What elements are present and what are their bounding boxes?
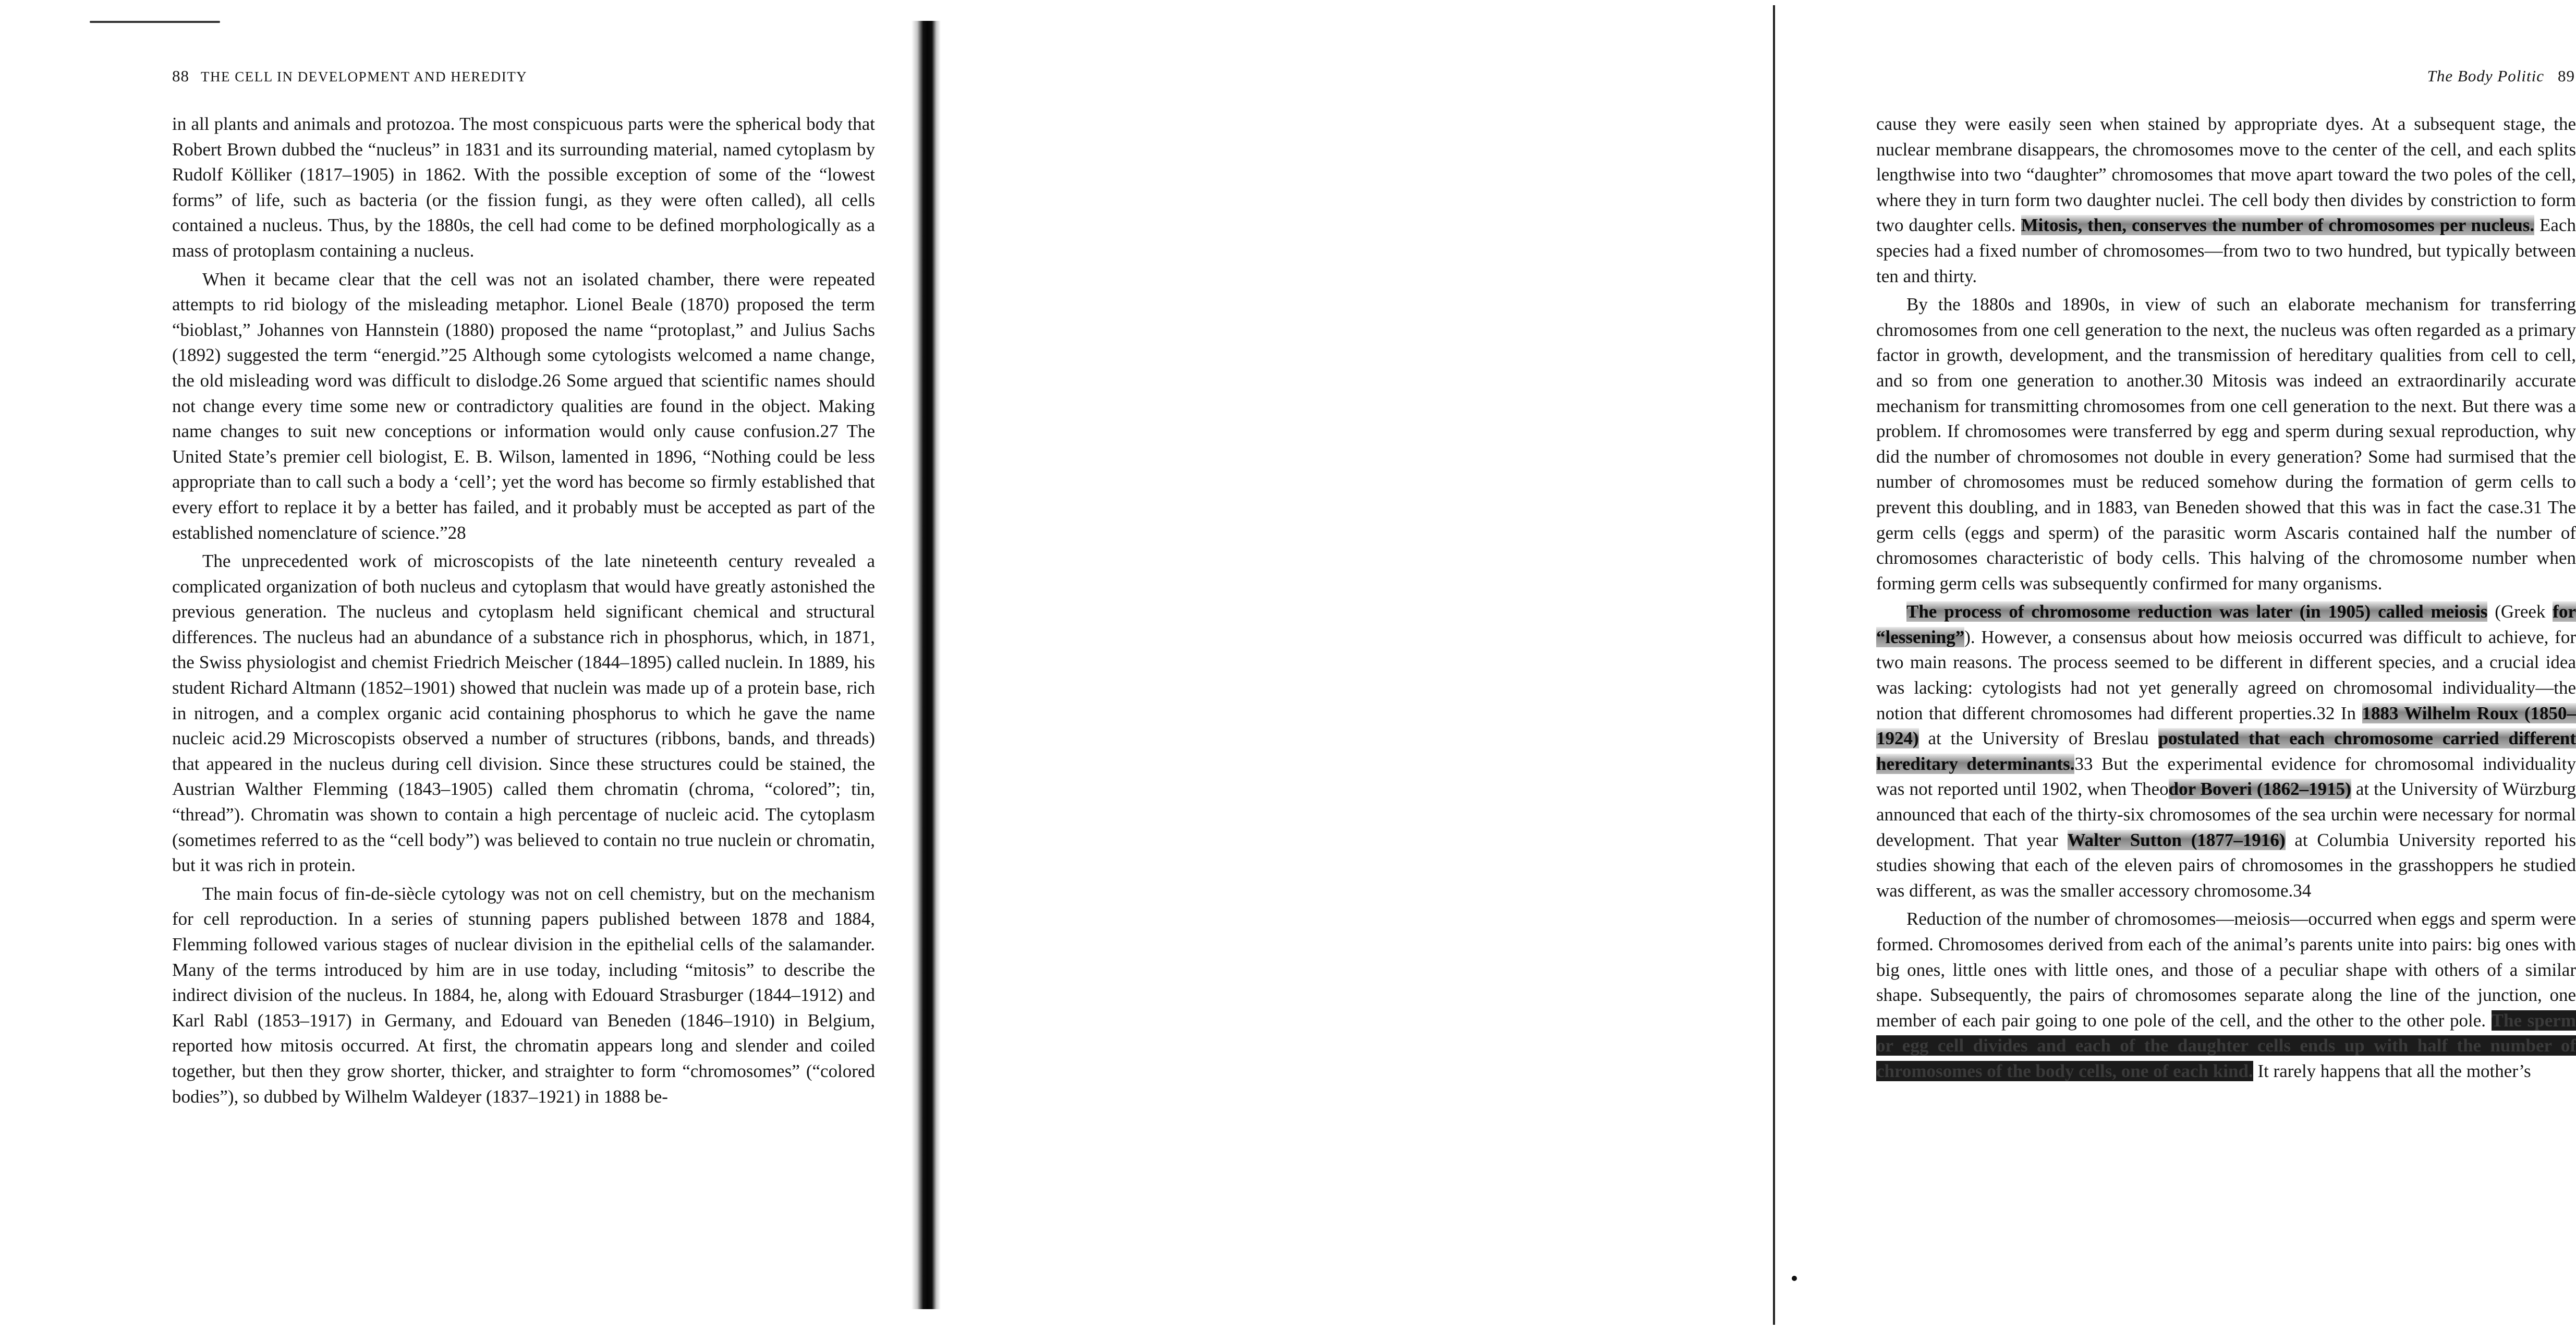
- right-page-number: 89: [2558, 67, 2575, 85]
- left-text-column: [172, 112, 875, 1109]
- text-run: Reduction of the number of chromosomes—meiosis—occurred when eggs and sperm were formed. Chromosomes derived from each of the animal’s parents unite into pairs: big ones with big ones, little ones with little ones, and those of a peculiar shape with others of a similar shape. Subsequently, the pairs of chromosomes separate along the line of the junction, one member of each pair going to one pole of the cell, and the other to the other pole.: [1876, 909, 2576, 1031]
- highlighted-passage: dor Boveri (1862–1915): [2168, 779, 2351, 800]
- text-run: ). However, a consensus about how meiosis occurred was difficult to achieve, for two main reasons. The process seemed to be different in different species, and a crucial idea was lacking: cytologists had not yet generally agreed on chromosomal individuality—the notion that different chromosomes had different properties.32 In: [1876, 626, 2576, 723]
- left-paragraph-2: When it became clear that the cell was not an isolated chamber, there were repeated attempts to rid biology of the misleading metaphor. Lionel Beale (1870) proposed the term “bioblast,” Johannes von Hannstein (1880) proposed the name “protoplast,” and Julius Sachs (1892) suggested the term “energid.”25 Although some cytologists welcomed a name change, the old misleading word was difficult to dislodge.26 Some argued that scientific names should not change every time some new or contradictory qualities are found in the object. Making name changes to suit new conceptions or information would only cause confusion.27 The United State’s premier cell biologist, E. B. Wilson, lamented in 1896, “Nothing could be less appropriate than to call such a body a ‘cell’; yet the word has become so firmly established that every effort to replace it by a better has failed, and it probably must be accepted as part of the established nomenclature of science.”28: [172, 269, 875, 543]
- right-running-title: The Body Politic: [2427, 67, 2544, 85]
- right-text-column: [1876, 112, 2576, 1084]
- right-paragraph-1: [1876, 112, 2576, 289]
- text-run: cause they were easily seen when stained by appropriate dyes. At a subsequent stage, the nuclear membrane disappears, the chromosomes move to the center of the cell, and each splits lengthwise into two “daughter” chromosomes that move apart toward the two poles of the cell, where they in turn form two daughter nuclei. The cell body then divides by constriction to form two daughter cells.: [1876, 114, 2576, 236]
- highlighted-passage: Mitosis, then, conserves the number of chromosomes per nucleus.: [2021, 215, 2535, 236]
- highlighted-passage: The process of chromosome reduction was later (in 1905) called meiosis: [1906, 601, 2488, 622]
- left-page: [0, 0, 918, 1330]
- right-page: [918, 0, 2576, 1330]
- right-running-head: [1836, 67, 2575, 86]
- highlighted-passage: Walter Sutton (1877–1916): [2067, 829, 2286, 850]
- right-paragraph-4: [1876, 906, 2576, 1084]
- text-run: (Greek: [2487, 601, 2553, 622]
- right-paragraph-3: [1876, 599, 2576, 903]
- text-run: at Columbia University reported his studies showing that each of the eleven pairs of chromosomes in the grasshoppers he studied was different, as was the smaller accessory chromosome.34: [1876, 829, 2576, 901]
- text-run: Each species had a fixed number of chromosomes—from two to two hundred, but typically between ten and thirty.: [1876, 215, 2576, 286]
- scan-speck: [1792, 1276, 1797, 1281]
- left-paragraph-4: The main focus of fin-de-siècle cytology was not on cell chemistry, but on the mechanism for cell reproduction. In a series of stunning papers published between 1878 and 1884, Flemming followed various stages of nuclear division in the epithelial cells of the salamander. Many of the terms introduced by him are in use today, including “mitosis” to describe the indirect division of the nucleus. In 1884, he, along with Edouard Strasburger (1844–1912) and Karl Rabl (1853–1917) in Germany, and Edouard van Beneden (1846–1910) in Belgium, reported how mitosis occurred. At first, the chromatin appears long and slender and coiled together, but then they grow shorter, thicker, and straighter to form “chromosomes” (“colored bodies”), so dubbed by Wilhelm Waldeyer (1837–1921) in 1888 be-: [172, 883, 875, 1107]
- right-paragraph-2: By the 1880s and 1890s, in view of such an elaborate mechanism for transferring chromosomes from one cell generation to the next, the nucleus was often regarded as a primary factor in growth, development, and the transmission of hereditary qualities from cell to cell, and so from one generation to another.30 Mitosis was indeed an extraordinarily accurate mechanism for transmitting chromosomes from one cell generation to the next. But there was a problem. If chromosomes were transferred by egg and sperm during sexual reproduction, why did the number of chromosomes not double in every generation? Some had surmised that the number of chromosomes must be reduced somehow during the formation of germ cells to prevent this doubling, and in 1883, van Beneden showed that this was in fact the case.31 The germ cells (eggs and sperm) of the parasitic worm Ascaris contained half the number of chromosomes characteristic of body cells. This halving of the chromosome number when forming germ cells was subsequently confirmed for many organisms.: [1876, 294, 2576, 594]
- left-running-head: [172, 67, 527, 86]
- highlighted-passage: The sperm or egg cell divides and each of the daughter cells ends up with half the number of chromosomes of the body cells, one of each kind.: [1876, 1010, 2576, 1081]
- scan-edge-line: [1773, 5, 1775, 1325]
- text-run: at the University of Würzburg announced that each of the thirty-six chromosomes of the sea urchin were necessary for normal development. That year: [1876, 779, 2576, 850]
- left-page-number: 88: [172, 67, 189, 85]
- highlighted-passage: 1883 Wilhelm Roux (1850–1924): [1876, 703, 2576, 749]
- left-paragraph-3: The unprecedented work of microscopists of the late nineteenth century revealed a complicated organization of both nucleus and cytoplasm that would have greatly astonished the previous generation. The nucleus and cytoplasm held significant chemical and structural differences. The nucleus had an abundance of a substance rich in phosphorus, which, in 1871, the Swiss physiologist and chemist Friedrich Meischer (1844–1895) called nuclein. In 1889, his student Richard Altmann (1852–1901) showed that nuclein was made up of a protein base, rich in nitrogen, and a complex organic acid containing phosphorus to which he gave the name nucleic acid.29 Microscopists observed a number of structures (ribbons, bands, and threads) that appeared in the nucleus during cell division. Since these structures could be stained, the Austrian Walther Flemming (1843–1905) called them chromatin (chroma, “colored”; tin, “thread”). Chromatin was shown to contain a high percentage of nucleic acid. The cytoplasm (sometimes referred to as the “cell body”) was believed to contain no true nuclein or chromatin, but it was rich in protein.: [172, 551, 875, 876]
- text-run: 33 But the experimental evidence for chromosomal individuality was not reported until 1902, when Theo: [1876, 753, 2576, 800]
- highlighted-passage: for “lessening”: [1876, 601, 2576, 647]
- left-paragraph-1: in all plants and animals and protozoa. The most conspicuous parts were the spherical body that Robert Brown dubbed the “nucleus” in 1831 and its surrounding material, named cytoplasm by Rudolf Kölliker (1817–1905) in 1862. With the possible exception of some of the “lowest forms” of life, such as bacteria (or the fission fungi, as they were often called), all cells contained a nucleus. Thus, by the 1880s, the cell had come to be defined morphologically as a mass of protoplasm containing a nucleus.: [172, 114, 875, 261]
- text-run: It rarely happens that all the mother’s: [2253, 1060, 2531, 1081]
- highlighted-passage: postulated that each chromosome carried different hereditary determinants.: [1876, 728, 2576, 774]
- text-run: at the University of Breslau: [1918, 728, 2158, 749]
- left-running-title: THE CELL IN DEVELOPMENT AND HEREDITY: [201, 69, 528, 84]
